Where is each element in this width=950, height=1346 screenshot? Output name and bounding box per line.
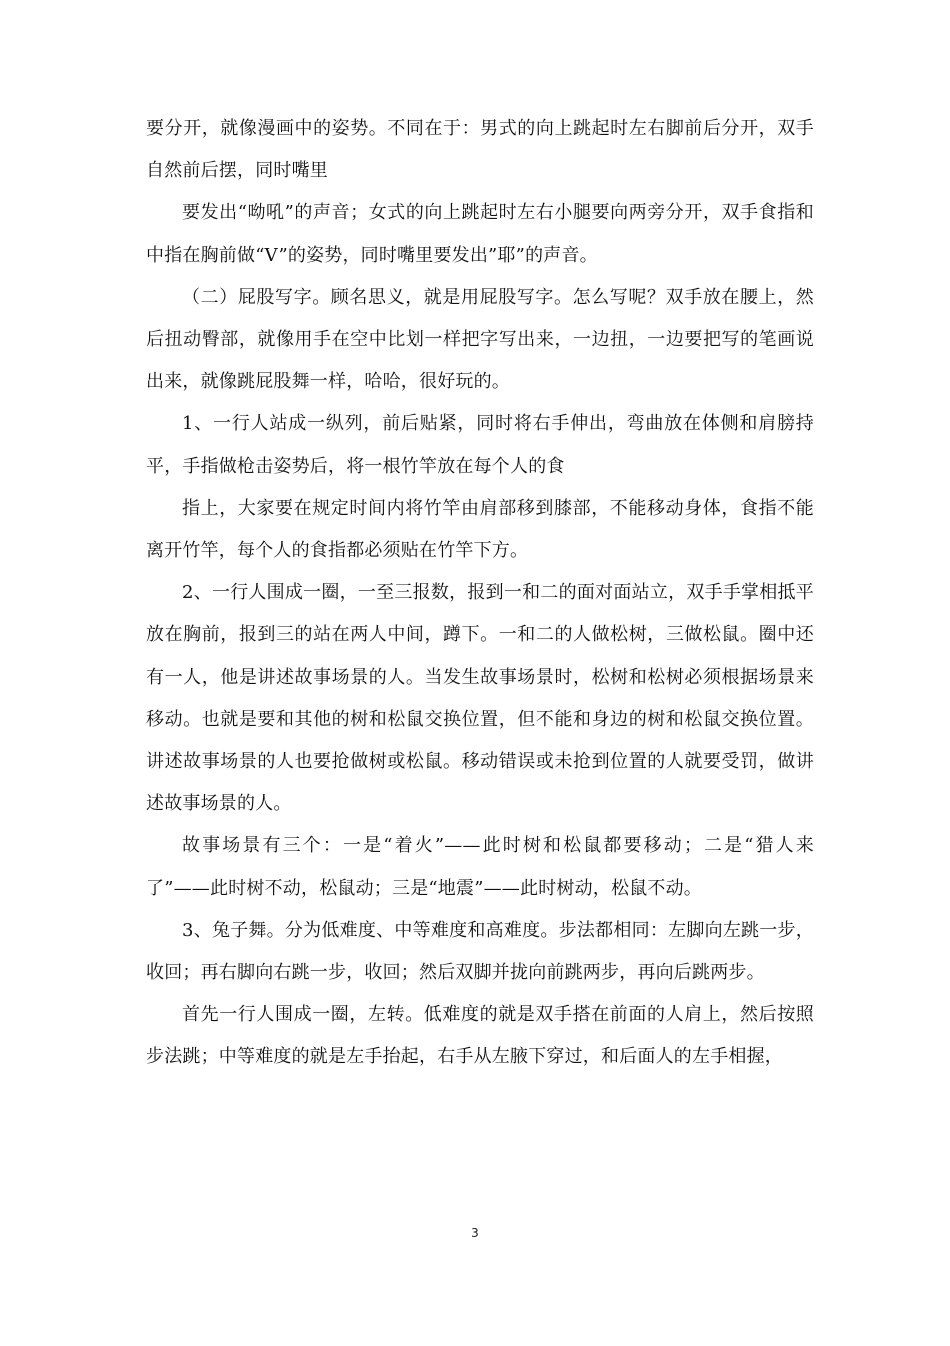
paragraph-1: 要分开，就像漫画中的姿势。不同在于：男式的向上跳起时左右脚前后分开，双手自然前后摆，同时嘴里 [146,118,814,182]
paragraph-6: 2、一行人围成一圈，一至三报数，报到一和二的面对面站立，双手手掌相抵平放在胸前，报到三的站在两人中间，蹲下。一和二的人做松树，三做松鼠。圈中还有一人，他是讲述故事场景的人。当发生故事场景时，松树和松树必须根据场景来移动。也就是要和其他的树和松鼠交换位置，但不能和身边的树和松鼠交换位置。讲述故事场景的人也要抢做树或松鼠。移动错误或未抢到位置的人就要受罚，做讲述故事场景的人。 [146,582,814,815]
paragraph-3: （二）屁股写字。顾名思义，就是用屁股写字。怎么写呢？双手放在腰上，然后扭动臀部，就像用手在空中比划一样把字写出来，一边扭，一边要把写的笔画说出来，就像跳屁股舞一样，哈哈，很好玩的。 [146,286,814,393]
paragraph-4: 1、一行人站成一纵列，前后贴紧，同时将右手伸出，弯曲放在体侧和肩膀持平，手指做枪击姿势后，将一根竹竿放在每个人的食 [146,413,814,477]
page-number: 3 [471,1226,479,1240]
body-text [146,108,814,1079]
paragraph-7: 故事场景有三个：一是“着火”——此时树和松鼠都要移动；二是“猎人来了”——此时树不动，松鼠动；三是“地震”——此时树动，松鼠不动。 [146,835,814,899]
paragraph-5: 指上，大家要在规定时间内将竹竿由肩部移到膝部，不能移动身体，食指不能离开竹竿，每个人的食指都必须贴在竹竿下方。 [146,497,814,562]
paragraph-8: 3、兔子舞。分为低难度、中等难度和高难度。步法都相同：左脚向左跳一步，收回；再右脚向右跳一步，收回；然后双脚并拢向前跳两步，再向后跳两步。 [146,919,814,984]
paragraph-9: 首先一行人围成一圈，左转。低难度的就是双手搭在前面的人肩上，然后按照步法跳；中等难度的就是左手抬起，右手从左腋下穿过，和后面人的左手相握， [146,1004,814,1068]
paragraph-2: 要发出“呦吼”的声音；女式的向上跳起时左右小腿要向两旁分开，双手食指和中指在胸前做“V”的姿势，同时嘴里要发出”耶”的声音。 [146,202,814,266]
